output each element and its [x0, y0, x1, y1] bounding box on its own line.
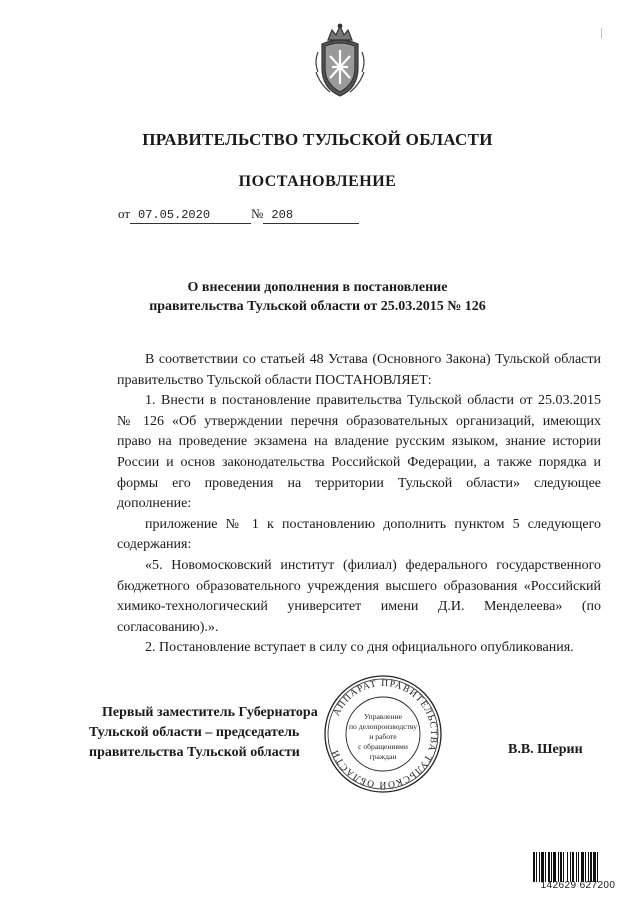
margin-mark: — [596, 28, 607, 39]
signatory-line-3: правительства Тульской области [89, 745, 300, 760]
stamp-line-4: с обращениями [358, 742, 408, 751]
government-title: ПРАВИТЕЛЬСТВО ТУЛЬСКОЙ ОБЛАСТИ [142, 130, 493, 149]
signatory-line-2: Тульской области – председатель [89, 725, 300, 740]
document-subject [0, 278, 635, 316]
paragraph-amendment: приложение № 1 к постановлению дополнить пунктом 5 следующего содержания: [117, 516, 601, 553]
signatory-line-1: Первый заместитель Губернатора [102, 705, 318, 720]
paragraph-preamble: В соответствии со статьей 48 Устава (Основного Закона) Тульской области правительство Тульской области ПОСТАНОВЛЯЕТ: [117, 352, 601, 388]
subject-line-1: О внесении дополнения в постановление [187, 280, 448, 295]
barcode-icon [533, 852, 621, 882]
barcode-number: 142629 627200 [540, 880, 616, 891]
paragraph-new-item-5: «5. Новомосковский институт (филиал) федерального государственного бюджетного образовательного учреждения высшего образования «Российский химико-технологический университет имени Д.И. Менделеева» (по согласованию).». [117, 557, 601, 635]
document-date: 07.05.2020 [130, 208, 251, 224]
coat-of-arms-icon [310, 22, 370, 100]
signatory-name: В.В. Шерин [508, 742, 583, 757]
paragraph-item-1: 1. Внести в постановление правительства Тульской области от 25.03.2015 № 126 «Об утверждении перечня образовательных организаций, имеющих право на проведение экзамена на владение русским языком, знание истории России и основ законодательства Российской Федерации, а также порядка и формы его проведения на территории Тульской области» следующее дополнение: [117, 393, 601, 512]
official-stamp [322, 673, 444, 795]
document-body [117, 350, 601, 659]
subject-line-2: правительства Тульской области от 25.03.2015 № 126 [149, 299, 486, 314]
stamp-line-3: и работе [369, 732, 397, 741]
date-label: от [118, 206, 131, 221]
stamp-line-1: Управление [363, 712, 403, 721]
date-number-line [118, 206, 359, 224]
number-label: № [251, 206, 264, 221]
document-type: ПОСТАНОВЛЕНИЕ [238, 173, 397, 190]
stamp-line-2: по делопроизводству [348, 722, 418, 731]
signatory-position [89, 703, 318, 763]
document-number: 208 [263, 208, 359, 224]
stamp-ring-text: АППАРАТ ПРАВИТЕЛЬСТВА ТУЛЬСКОЙ ОБЛАСТИ [330, 678, 439, 790]
paragraph-item-2: 2. Постановление вступает в силу со дня официального опубликования. [145, 640, 574, 656]
stamp-line-5: граждан [369, 752, 397, 761]
